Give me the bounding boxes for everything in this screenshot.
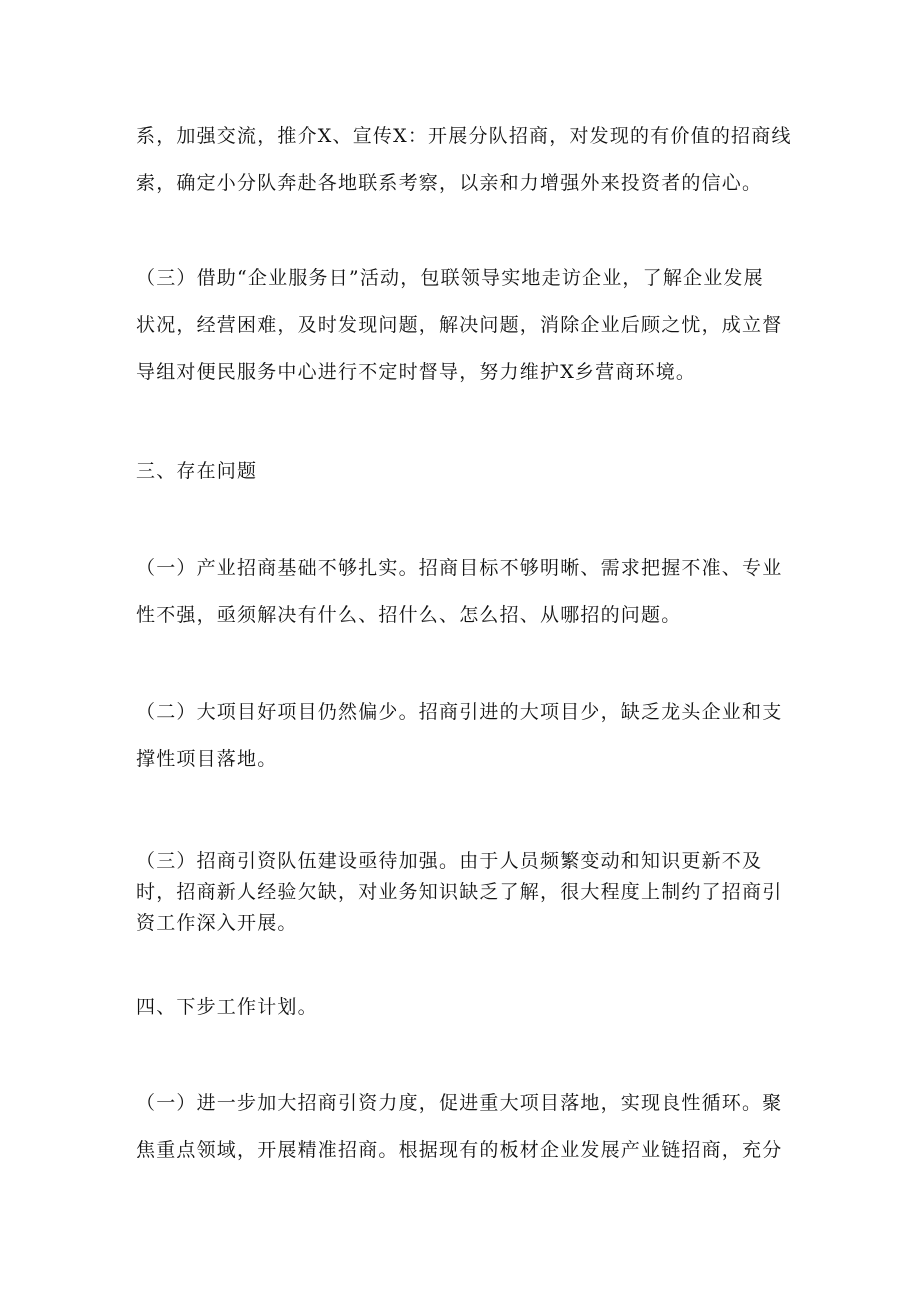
paragraph-line: 时，招商新人经验欠缺，对业务知识缺乏了解，很大程度上制约了招商引 [136, 881, 783, 903]
paragraph-investment-teams [136, 113, 792, 207]
paragraph-line: 状况，经营困难，及时发现问题，解决问题，消除企业后顾之忧，成立督 [136, 314, 783, 336]
paragraph-line: （一）产业招商基础不够扎实。招商目标不够明晰、需求把握不准、专业 [136, 557, 783, 579]
paragraph-line: （二）大项目好项目仍然偏少。招商引进的大项目少，缺乏龙头企业和支 [136, 701, 783, 723]
paragraph-line: 资工作深入开展。 [136, 912, 298, 934]
paragraph-line: 索，确定小分队奔赴各地联系考察，以亲和力增强外来投资者的信心。 [136, 172, 763, 194]
paragraph-line: 系，加强交流，推介X、宣传X：开展分队招商，对发现的有价值的招商线 [136, 125, 792, 147]
paragraph-investment-effort [136, 1080, 786, 1174]
section-heading-existing-problems: 三、存在问题 [136, 460, 258, 482]
paragraph-team-building [136, 846, 786, 939]
paragraph-line: 焦重点领域，开展精准招商。根据现有的板材企业发展产业链招商，充分 [136, 1139, 783, 1161]
paragraph-big-projects [136, 689, 786, 783]
paragraph-line: （一）进一步加大招商引资力度，促进重大项目落地，实现良性循环。聚 [136, 1092, 783, 1114]
paragraph-line: 导组对便民服务中心进行不定时督导，努力维护X乡营商环境。 [136, 361, 697, 383]
section-heading-next-plan: 四、下步工作计划。 [136, 996, 318, 1018]
paragraph-industry-foundation [136, 545, 786, 639]
paragraph-line: 性不强，亟须解决有什么、招什么、怎么招、从哪招的问题。 [136, 604, 682, 626]
paragraph-line: （三）招商引资队伍建设亟待加强。由于人员频繁变动和知识更新不及 [136, 850, 763, 872]
paragraph-line: （三）借助“企业服务日”活动，包联领导实地走访企业，了解企业发展 [136, 267, 764, 289]
paragraph-line: 撑性项目落地。 [136, 748, 278, 770]
paragraph-enterprise-service-day [136, 255, 786, 396]
